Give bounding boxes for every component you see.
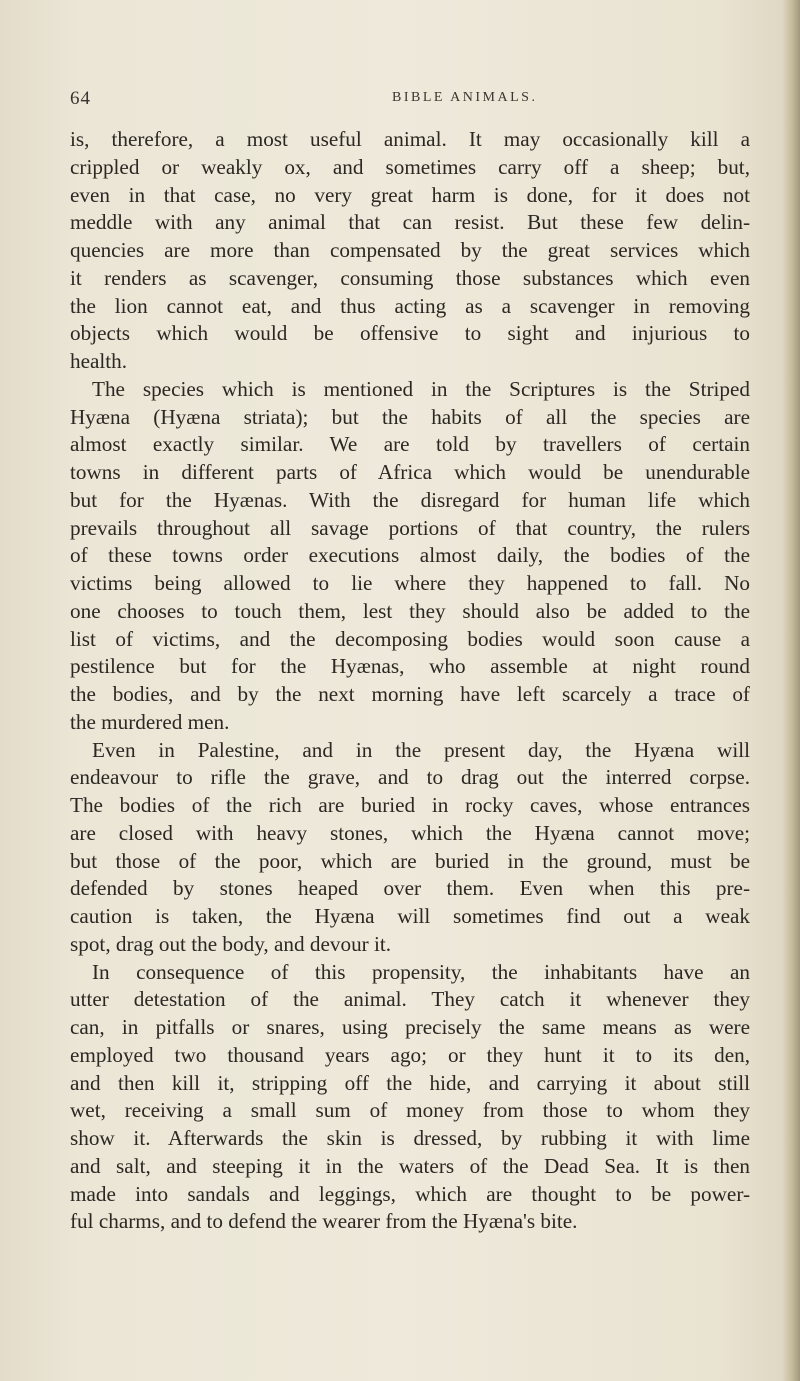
- text-line: Hyæna (Hyæna striata); but the habits of all the species are: [70, 404, 750, 429]
- text-line: The bodies of the rich are buried in rocky caves, whose entrances: [70, 793, 750, 817]
- text-line: caution is taken, the Hyæna will sometimes find out a weak: [70, 904, 750, 928]
- text-line: prevails throughout all savage portions of that country, the rulers: [70, 515, 750, 540]
- text-line: The species which is mentioned in the Scriptures is the Striped: [92, 376, 750, 401]
- text-line: it renders as scavenger, consuming those substances which even: [70, 265, 750, 290]
- running-title: BIBLE ANIMALS.: [392, 90, 538, 105]
- text-line: but for the Hyænas. With the disregard for human life which: [70, 487, 750, 512]
- text-line: made into sandals and leggings, which are thought to be power-: [70, 1181, 750, 1206]
- text-line: of these towns order executions almost daily, the bodies of the: [70, 543, 750, 568]
- text-line: list of victims, and the decomposing bodies would soon cause a: [70, 626, 750, 651]
- text-line: is, therefore, a most useful animal. It may occasionally kill a: [70, 127, 750, 151]
- text-line: employed two thousand years ago; or they hunt it to its den,: [70, 1042, 750, 1067]
- text-line: ful charms, and to defend the wearer from the Hyæna's bite.: [70, 1209, 578, 1234]
- text-line: towns in different parts of Africa which would be unendurable: [70, 460, 750, 484]
- text-line: crippled or weakly ox, and sometimes carry off a sheep; but,: [70, 154, 750, 179]
- text-line: wet, receiving a small sum of money from those to whom they: [70, 1098, 750, 1123]
- text-line: even in that case, no very great harm is done, for it does not: [70, 182, 750, 207]
- text-line: are closed with heavy stones, which the Hyæna cannot move;: [70, 820, 750, 845]
- text-line: can, in pitfalls or snares, using precisely the same means as were: [70, 1015, 750, 1039]
- text-line: victims being allowed to lie where they happened to fall. No: [70, 571, 750, 595]
- text-line: utter detestation of the animal. They catch it whenever they: [70, 987, 750, 1012]
- text-line: objects which would be offensive to sight and injurious to: [70, 321, 750, 346]
- text-line: one chooses to touch them, lest they should also be added to the: [70, 598, 750, 623]
- page-number: 64: [70, 88, 91, 109]
- text-line: show it. Afterwards the skin is dressed, by rubbing it with lime: [70, 1126, 750, 1150]
- text-line: Even in Palestine, and in the present day, the Hyæna will: [92, 737, 750, 762]
- text-line: but those of the poor, which are buried in the ground, must be: [70, 848, 750, 873]
- text-line: and then kill it, stripping off the hide, and carrying it about still: [70, 1070, 750, 1095]
- text-line: endeavour to rifle the grave, and to drag out the interred corpse.: [70, 765, 750, 790]
- running-head: [0, 88, 800, 112]
- text-line: meddle with any animal that can resist. But these few delin-: [70, 210, 750, 235]
- text-line: the murdered men.: [70, 709, 230, 734]
- body-text: [70, 126, 750, 1236]
- text-line: the lion cannot eat, and thus acting as a scavenger in removing: [70, 293, 750, 318]
- text-line: spot, drag out the body, and devour it.: [70, 931, 392, 956]
- text-line: almost exactly similar. We are told by travellers of certain: [70, 432, 750, 457]
- text-line: In consequence of this propensity, the inhabitants have an: [92, 959, 750, 984]
- page-binding-edge: [782, 0, 800, 1381]
- text-line: health.: [70, 349, 128, 373]
- text-line: and salt, and steeping it in the waters of the Dead Sea. It is then: [70, 1153, 750, 1178]
- text-line: defended by stones heaped over them. Even when this pre-: [70, 876, 750, 901]
- text-line: quencies are more than compensated by the great services which: [70, 238, 750, 262]
- text-line: the bodies, and by the next morning have left scarcely a trace of: [70, 682, 750, 706]
- text-line: pestilence but for the Hyænas, who assemble at night round: [70, 654, 750, 679]
